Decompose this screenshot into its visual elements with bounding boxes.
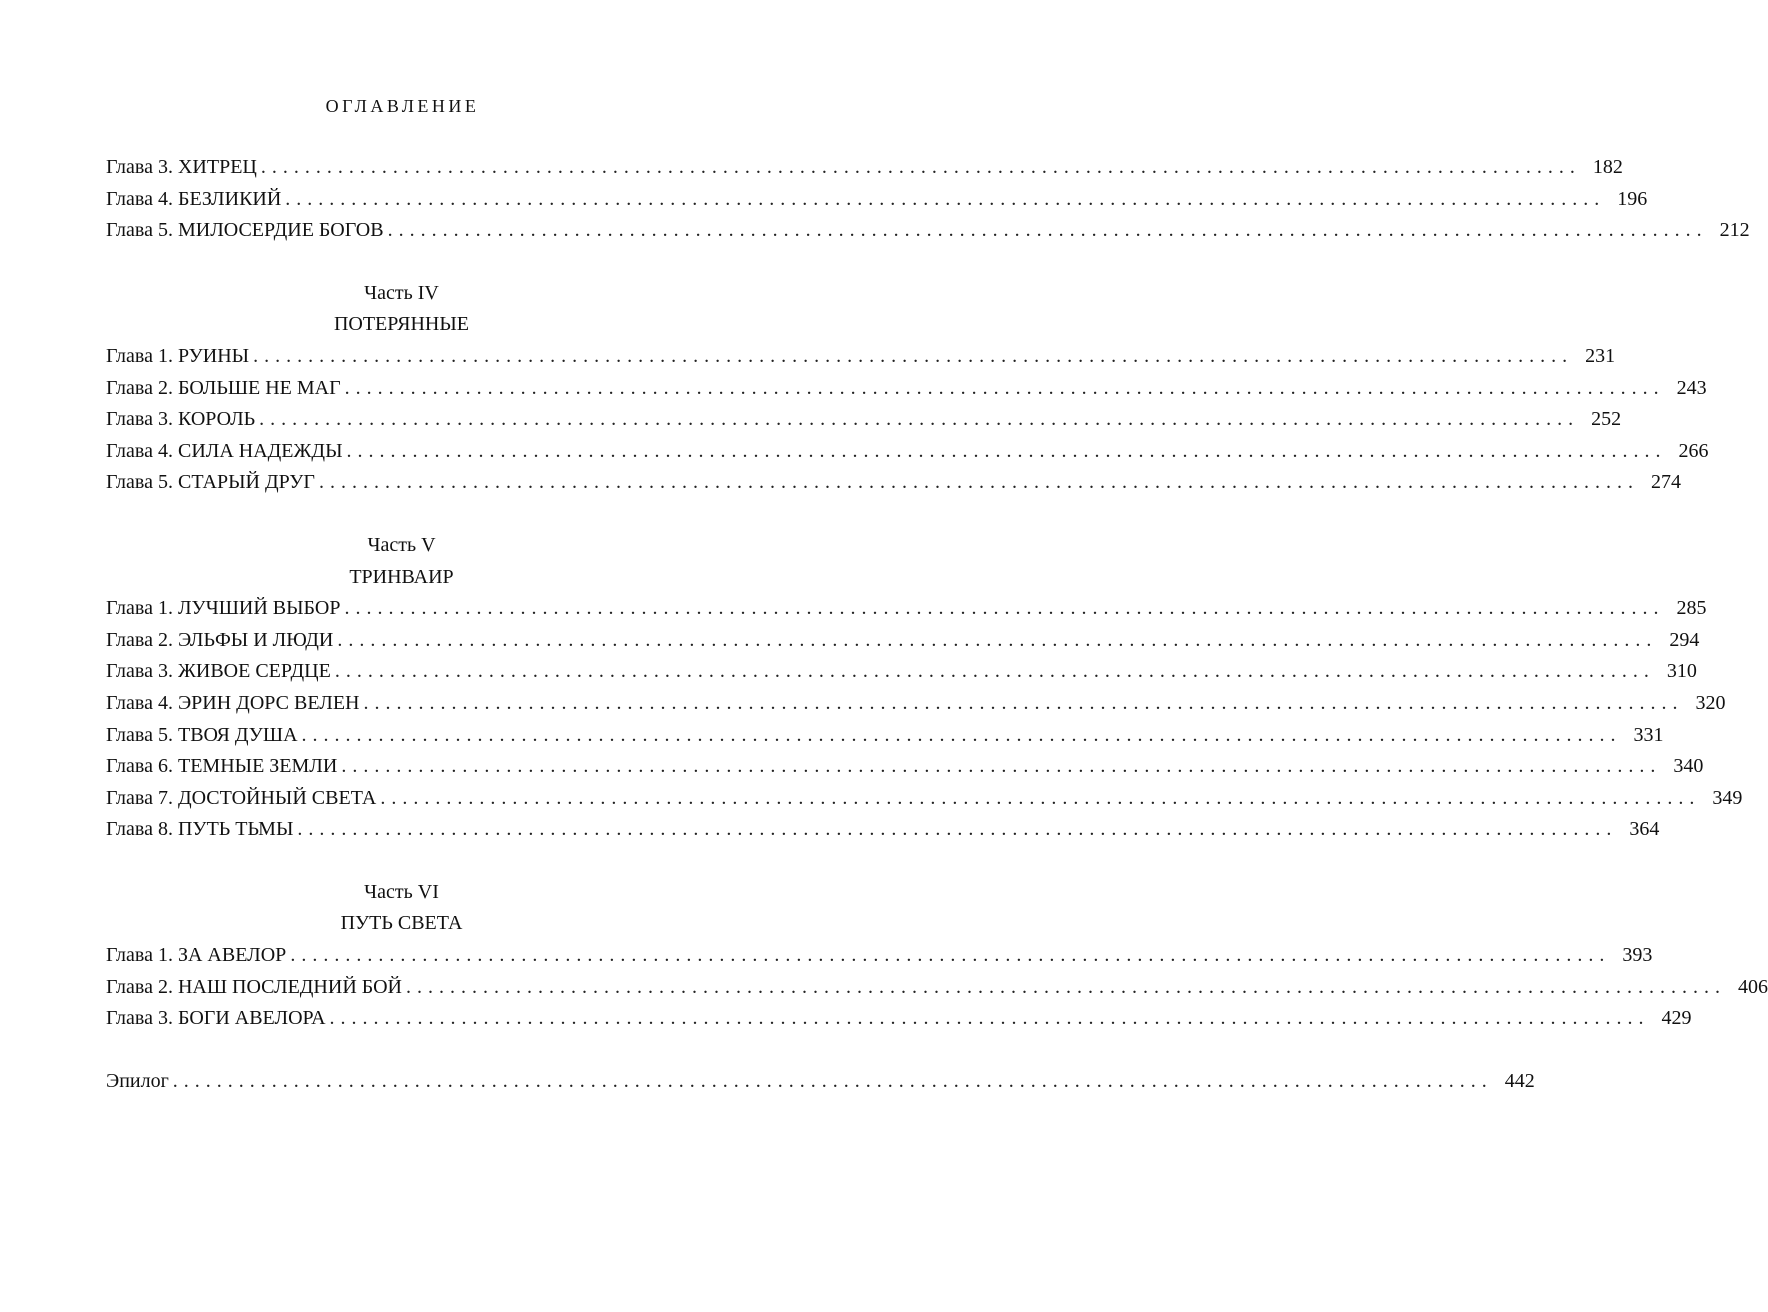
- toc-entry: [106, 152, 1623, 184]
- entry-title: Глава 5. ТВОЯ ДУША: [106, 723, 298, 746]
- entry-title: Глава 8. ПУТЬ ТЬМЫ: [106, 818, 294, 841]
- toc-entry: [106, 814, 1660, 846]
- entry-title: Глава 5. СТАРЫЙ ДРУГ: [106, 471, 315, 494]
- toc-entry: [106, 341, 1616, 373]
- dot-leader: ........................................................................................................................: [363, 691, 1684, 714]
- dot-leader: ........................................................................................................................: [380, 786, 1701, 809]
- entry-title: Глава 5. МИЛОСЕРДИЕ БОГОВ: [106, 219, 384, 242]
- entry-page-number: 266: [1678, 439, 1709, 462]
- toc-entry: [106, 972, 1768, 1004]
- toc-entry: [106, 940, 1653, 972]
- toc-entry: [106, 783, 1743, 815]
- toc-entry: [106, 1003, 1692, 1035]
- dot-leader: ........................................................................................................................: [260, 156, 1581, 178]
- dot-leader: ........................................................................................................................: [334, 660, 1655, 683]
- dot-leader: ........................................................................................................................: [387, 219, 1708, 242]
- entry-title: Эпилог: [106, 1069, 169, 1092]
- part-section: [106, 877, 1768, 1035]
- entry-title: Глава 2. НАШ ПОСЛЕДНИЙ БОЙ: [106, 975, 402, 998]
- toc-entry: [106, 1066, 1535, 1098]
- toc-entry: [106, 436, 1709, 468]
- entry-page-number: 252: [1591, 408, 1622, 431]
- entry-page-number: 310: [1666, 660, 1697, 683]
- entry-page-number: 340: [1673, 755, 1704, 778]
- toc-entry: [106, 215, 1750, 247]
- entry-page-number: 406: [1738, 975, 1768, 998]
- toc-entry: [106, 404, 1622, 436]
- toc-entry: [106, 373, 1707, 405]
- entry-title: Глава 4. БЕЗЛИКИЙ: [106, 187, 282, 210]
- entry-page-number: 320: [1695, 691, 1726, 714]
- dot-leader: ........................................................................................................................: [301, 723, 1622, 746]
- dot-leader: ........................................................................................................................: [318, 471, 1639, 494]
- entry-page-number: 442: [1504, 1069, 1535, 1092]
- toc-entry: [106, 720, 1664, 752]
- entry-page-number: 243: [1676, 376, 1707, 399]
- part-section: [106, 278, 1709, 499]
- toc-entry: [106, 593, 1707, 625]
- entry-title: Глава 3. ЖИВОЕ СЕРДЦЕ: [106, 660, 331, 683]
- entry-title: Глава 1. ЗА АВЕЛОР: [106, 944, 287, 967]
- toc-entry: [106, 656, 1697, 688]
- entry-title: Глава 4. СИЛА НАДЕЖДЫ: [106, 439, 343, 462]
- entry-page-number: 231: [1585, 344, 1616, 367]
- toc-entry: [106, 751, 1704, 783]
- toc-entry: [106, 688, 1726, 720]
- dot-leader: ........................................................................................................................: [341, 755, 1662, 778]
- entry-page-number: 182: [1592, 156, 1623, 178]
- entry-title: Глава 2. БОЛЬШЕ НЕ МАГ: [106, 376, 341, 399]
- entry-page-number: 349: [1712, 786, 1743, 809]
- part-section: [106, 530, 1743, 846]
- part-subtitle: ПУТЬ СВЕТА: [340, 912, 463, 935]
- entry-title: Глава 7. ДОСТОЙНЫЙ СВЕТА: [106, 786, 377, 809]
- toc-entry: [106, 184, 1648, 216]
- toc-entry: [106, 467, 1681, 499]
- entry-page-number: 364: [1629, 818, 1660, 841]
- entry-title: Глава 1. РУИНЫ: [106, 344, 250, 367]
- page-heading: ОГЛАВЛЕНИЕ: [325, 96, 480, 116]
- dot-leader: ........................................................................................................................: [297, 818, 1618, 841]
- entry-page-number: 285: [1676, 597, 1707, 620]
- table-of-contents: [106, 152, 1768, 1097]
- entry-title: Глава 3. БОГИ АВЕЛОРА: [106, 1007, 326, 1030]
- part-title: Часть IV: [364, 281, 439, 304]
- dot-leader: ........................................................................................................................: [259, 408, 1580, 431]
- entry-title: Глава 4. ЭРИН ДОРС ВЕЛЕН: [106, 691, 360, 714]
- entry-title: Глава 3. ХИТРЕЦ: [106, 156, 257, 178]
- entry-page-number: 274: [1650, 471, 1681, 494]
- dot-leader: ........................................................................................................................: [346, 439, 1667, 462]
- part-title: Часть V: [367, 533, 436, 556]
- dot-leader: ........................................................................................................................: [172, 1069, 1493, 1092]
- toc-entry: [106, 625, 1700, 657]
- intro-entries: [106, 152, 1750, 247]
- entry-title: Глава 6. ТЕМНЫЕ ЗЕМЛИ: [106, 755, 338, 778]
- entry-title: Глава 3. КОРОЛЬ: [106, 408, 256, 431]
- entry-page-number: 331: [1633, 723, 1664, 746]
- dot-leader: ........................................................................................................................: [329, 1007, 1650, 1030]
- part-subtitle: ТРИНВАИР: [349, 565, 454, 588]
- entry-title: Глава 2. ЭЛЬФЫ И ЛЮДИ: [106, 628, 334, 651]
- dot-leader: ........................................................................................................................: [285, 187, 1606, 210]
- entry-title: Глава 1. ЛУЧШИЙ ВЫБОР: [106, 597, 341, 620]
- entry-page-number: 212: [1719, 219, 1750, 242]
- part-subtitle: ПОТЕРЯННЫЕ: [333, 313, 470, 336]
- part-title: Часть VI: [364, 880, 439, 903]
- dot-leader: ........................................................................................................................: [337, 628, 1658, 651]
- entry-page-number: 429: [1661, 1007, 1692, 1030]
- entry-page-number: 393: [1622, 944, 1653, 967]
- dot-leader: ........................................................................................................................: [290, 944, 1611, 967]
- entry-page-number: 196: [1617, 187, 1648, 210]
- dot-leader: ........................................................................................................................: [253, 344, 1574, 367]
- dot-leader: ........................................................................................................................: [406, 975, 1726, 998]
- dot-leader: ........................................................................................................................: [344, 597, 1665, 620]
- entry-page-number: 294: [1669, 628, 1700, 651]
- dot-leader: ........................................................................................................................: [344, 376, 1665, 399]
- epilogue-section: [106, 1066, 1535, 1098]
